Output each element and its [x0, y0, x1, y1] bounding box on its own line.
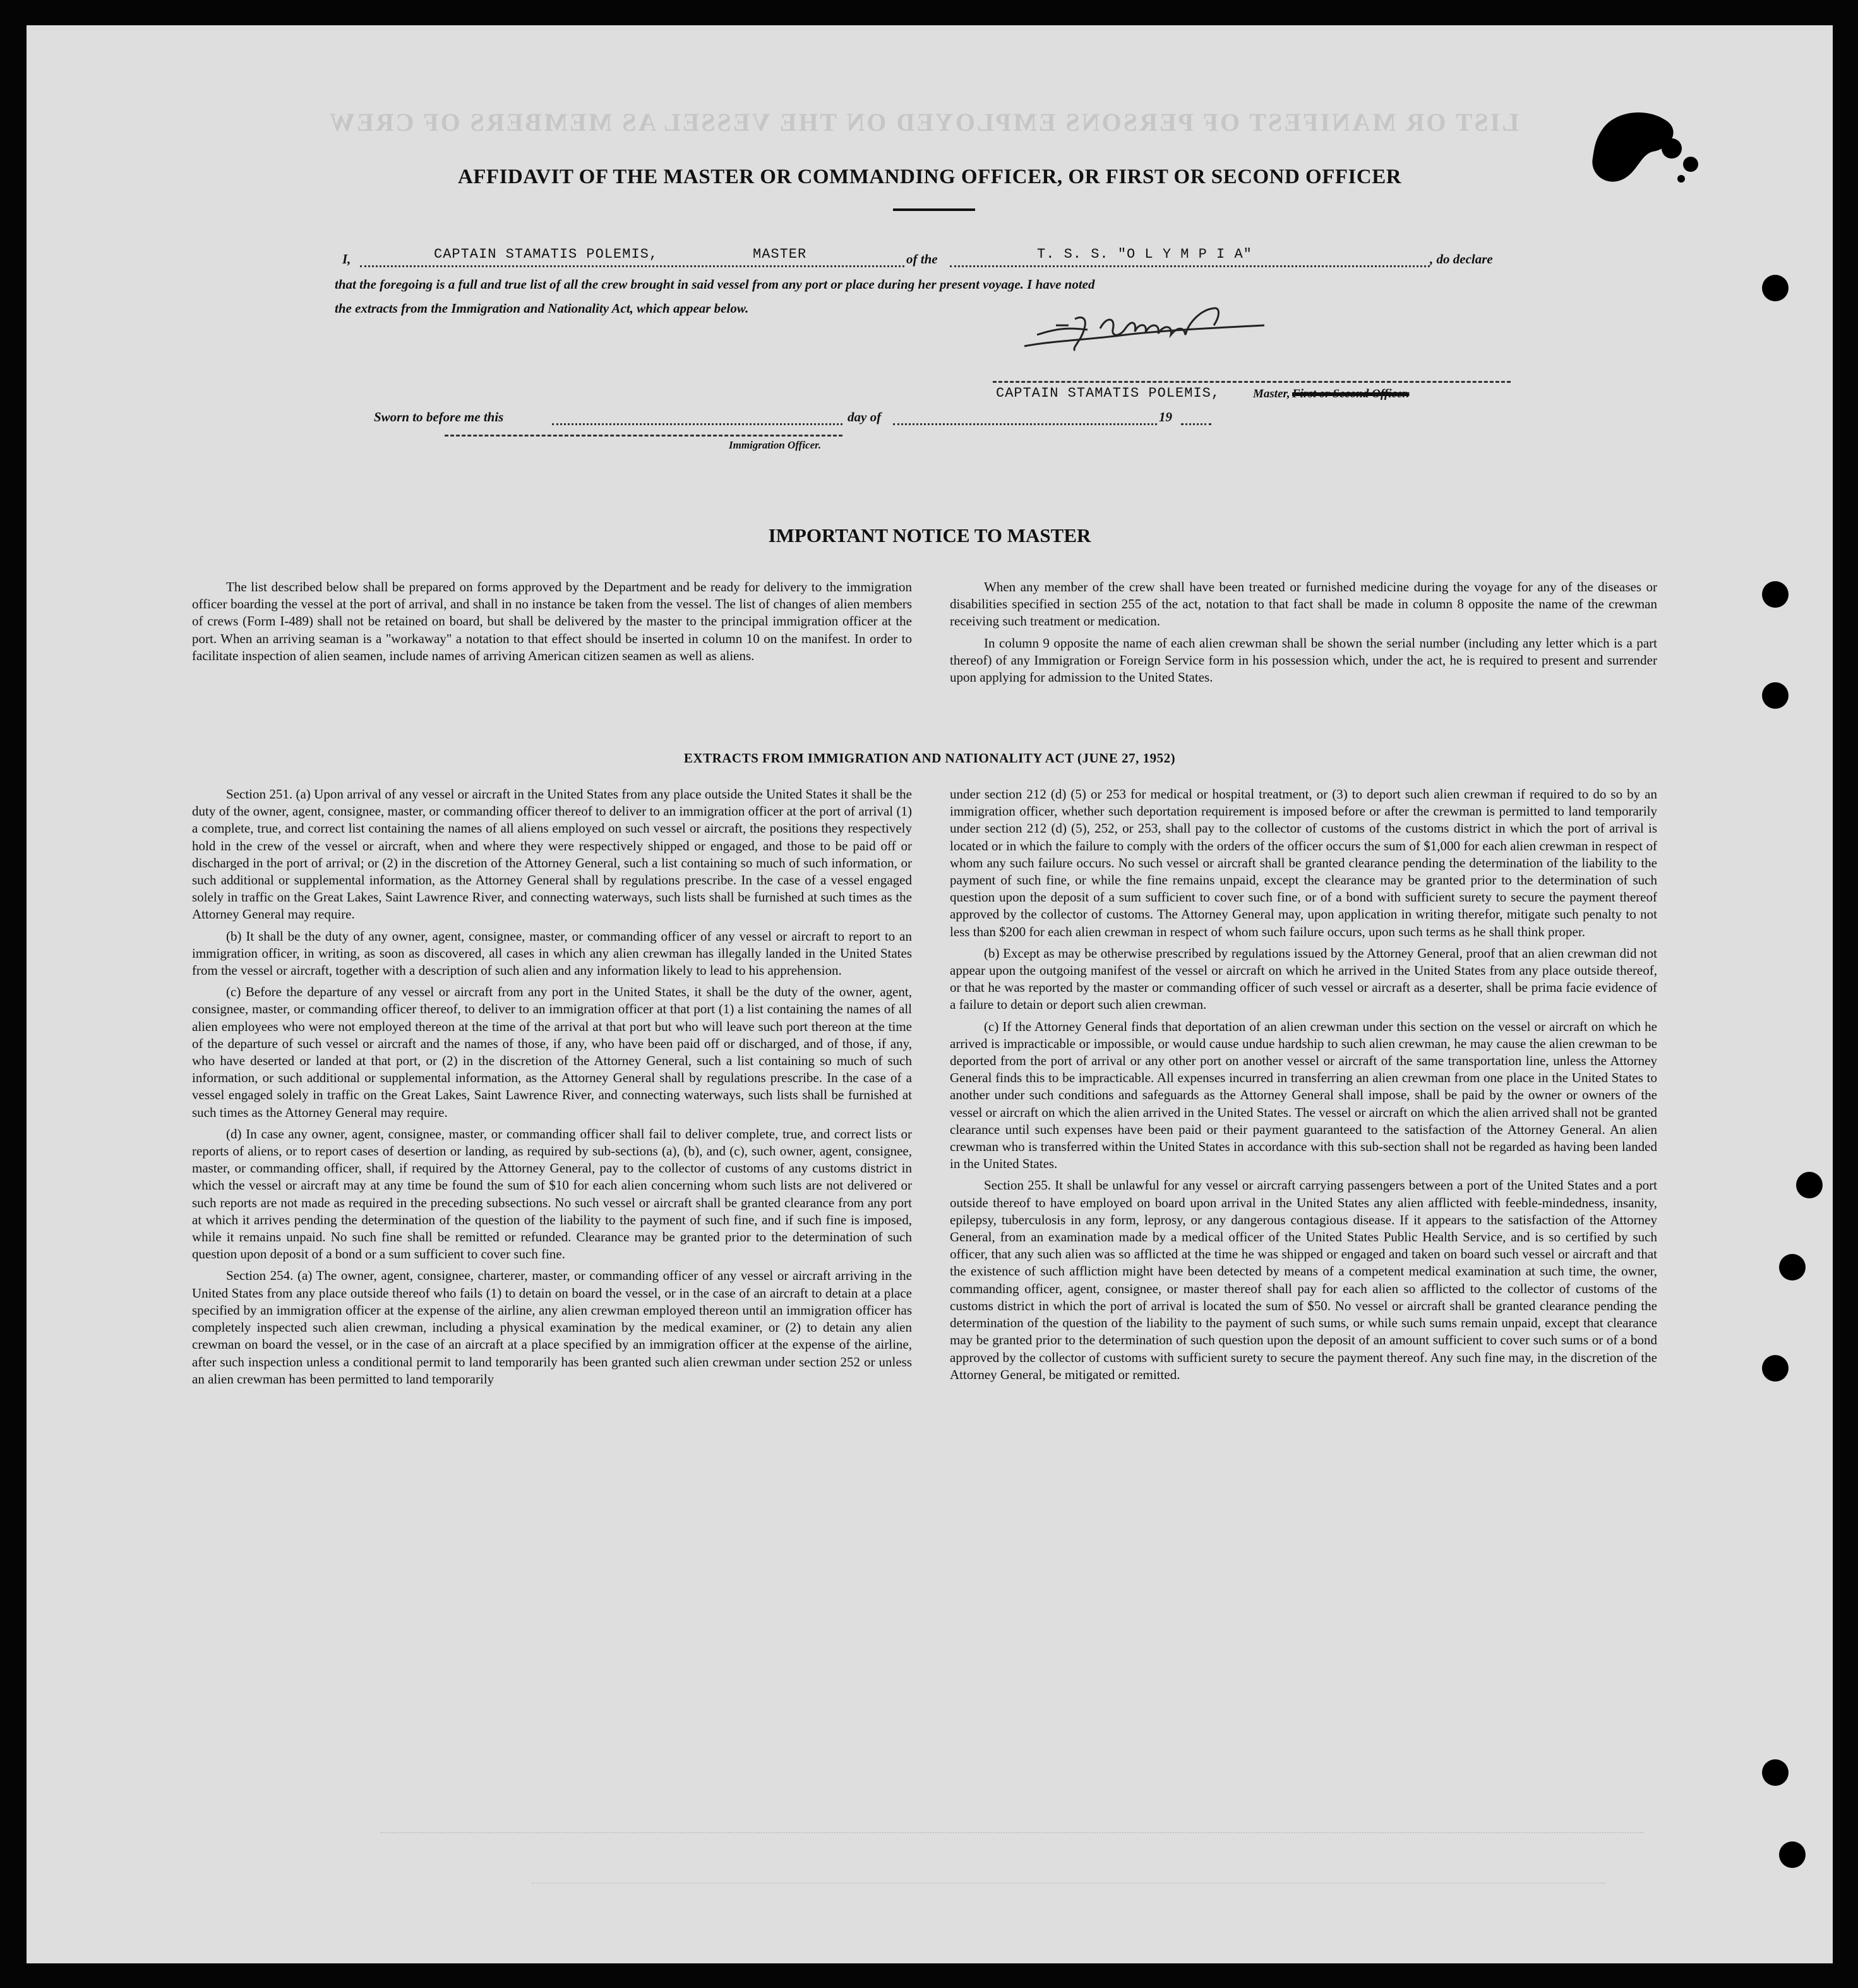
signer-name: CAPTAIN STAMATIS POLEMIS,: [996, 385, 1221, 401]
show-through-text: LIST OR MANIFEST OF PERSONS EMPLOYED ON THE VESSEL AS MEMBERS OF CREW: [328, 108, 1519, 136]
sworn-label: Sworn to before me this: [374, 409, 504, 425]
section-255: Section 255. It shall be unlawful for any vessel or aircraft carrying passengers between a port of the United States and a port outside thereof to have employed on board upon arrival in the United States any alien afflicted with feeble-mindedness, insanity, epilepsy, tuberculosis in any form, leprosy, or any dangerous contagious disease. If it appears to the satisfaction of the Attorney General, from an examination made by a medical officer of the United States Public Health Service, and is so certified by such officer, that any such alien was so afflicted at the time he was shipped or engaged and taken on board such vessel or aircraft and that the existence of such affliction might have been detected by means of a competent medical examination at such time, the owner, commanding officer, agent, consignee, or master thereof shall pay for each alien so afflicted to the collector of customs of the customs district in which the port of arrival is located the sum of $50. No vessel or aircraft shall be granted clearance pending the determination of the question of the liability to the payment of such sums, or while such sums remain unpaid, except that clearance may be granted prior to the determination of such question upon the deposit of an amount sufficient to cover such sums or of a bond approved by the collector of customs with sufficient surety to secure the payment thereof. Any such fine may, in the discretion of the Attorney General, be mitigated or remitted.: [950, 1178, 1657, 1382]
section-251d: (d) In case any owner, agent, consignee, master, or commanding officer shall fail to deliver complete, true, and correct lists or reports of aliens, or to report cases of desertion or landing, as required by sub-sections (a), (b), and (c), such owner, agent, consignee, master, or commanding officer, shall, if required by the Attorney General, pay to the collector of customs of any customs district in which the vessel or aircraft may at any time be found the sum of $10 for each alien concerning whom such lists are not delivered or such reports are not made as required in the preceding subsections. No such vessel or aircraft shall be granted clearance from any port at which it arrives pending the determination of the question of the liability to the payment of such fine, and if such fine is imposed, while it remains unpaid. No such fine shall be remitted or refunded. Clearance may be granted prior to the determination of such question upon deposit of a bond or a sum sufficient to cover such fine.: [192, 1126, 912, 1262]
vessel-line: [950, 265, 1430, 267]
name-line: [360, 265, 904, 267]
notice-right-paragraph-1: When any member of the crew shall have been treated or furnished medicine during the voyage for any of the diseases or disabilities specified in section 255 of the act, notation to that fact shall be made in column 8 opposite the name of the crewman receiving such treatment or medication.: [950, 579, 1657, 629]
officer-line: [445, 435, 842, 437]
binder-hole: [1762, 581, 1789, 608]
rank-value: MASTER: [753, 246, 807, 262]
section-254a-continued: under section 212 (d) (5) or 253 for medical or hospital treatment, or (3) to deport such alien crewman if required to do so by an immigration officer, whether such deportation requirement is imposed before or after the crewman is permitted to land temporarily under section 212 (d) (5), 252, or 253, shall pay to the collector of customs of the customs district in which the port of arrival is located or in which the failure to comply with the orders of the officer occurs the sum of $1,000 for each alien crewman in respect of whom any such failure occurs. No such vessel or aircraft shall be granted clearance pending the determination of the liability to the payment of such fine, or while the fine remains unpaid, except the clearance may be granted prior to the determination of such question upon the deposit of a sum sufficient to cover such fine, or of a bond with sufficient surety to secure the payment thereof approved by the collector of customs. The Attorney General may, upon application in writing therefor, mitigate such penalty to not less than $200 for each alien crewman in respect of whom such failure occurs, upon such terms as he shall think proper.: [950, 786, 1657, 939]
month-line: [893, 423, 1157, 425]
signer-role: Master,: [1253, 387, 1290, 401]
binder-hole: [1762, 682, 1789, 709]
show-through-line: [532, 1883, 1605, 1886]
section-251b: (b) It shall be the duty of any owner, agent, consignee, master, or commanding officer of any vessel or aircraft to report to an immigration officer, in writing, as soon as discovered, all cases in which any alien crewman has illegally landed in the United States from the vessel or aircraft, together with a description of such alien and any information likely to lead to his apprehension.: [192, 928, 912, 979]
vessel-name: T. S. S. "O L Y M P I A": [1037, 246, 1252, 262]
statement-line-2: the extracts from the Immigration and Nationality Act, which appear below.: [335, 301, 749, 316]
year-label: 19: [1159, 409, 1172, 425]
extracts-left-column: [192, 786, 912, 1392]
day-of-label: day of: [848, 409, 882, 425]
binder-hole: [1762, 1355, 1789, 1382]
notice-title: IMPORTANT NOTICE TO MASTER: [768, 524, 1091, 546]
statement-line-1: that the foregoing is a full and true list of all the crew brought in said vessel from any port or place during her present voyage. I have noted: [335, 277, 1095, 292]
section-254b: (b) Except as may be otherwise prescribed by regulations issued by the Attorney General, proof that an alien crewman did not appear upon the outgoing manifest of the vessel or aircraft on which he arrived in the United States from any place outside thereof, or that he was reported by the master or commanding officer of such vessel or aircraft as a deserter, shall be prima facie evidence of a failure to detain or deport such alien crewman.: [950, 945, 1657, 1013]
ink-blot: [1577, 104, 1703, 205]
of-the-label: of the: [906, 251, 938, 267]
extracts-title: EXTRACTS FROM IMMIGRATION AND NATIONALITY ACT (JUNE 27, 1952): [683, 750, 1176, 766]
section-254c: (c) If the Attorney General finds that deportation of an alien crewman under this section on the vessel or aircraft on which he arrived is impracticable or impossible, or would cause undue hardship to such alien crewman, he may cause the alien crewman to be deported from the port of arrival or any other port on another vessel or aircraft of the same transportation line, unless the Attorney General finds this to be impracticable. All expenses incurred in transferring an alien crewman from one place in the United States to another under such conditions and safeguards as the Attorney General shall impose, shall be paid by the owner or owners of the vessel or aircraft on which the alien arrived in the United States. The vessel or aircraft on which the alien arrived shall not be granted clearance until such expenses have been paid or their payment guaranteed to the satisfaction of the Attorney General. An alien crewman who is transferred within the United States in accordance with this sub-section shall not be regarded as having been landed in the United States.: [950, 1018, 1657, 1172]
binder-hole: [1796, 1172, 1823, 1198]
notice-right-column: [950, 579, 1657, 690]
notice-right-paragraph-2: In column 9 opposite the name of each alien crewman shall be shown the serial number (including any letter which is a part thereof) of any Immigration or Foreign Service form in his possession which, under the act, he is required to present and surrender upon applying for admission to the United States.: [950, 635, 1657, 685]
binder-hole: [1779, 1254, 1806, 1280]
sworn-date-line: [552, 423, 842, 425]
binder-hole: [1779, 1841, 1806, 1868]
master-signature: [1012, 291, 1277, 366]
signer-role-struck: First or Second Officer.: [1292, 387, 1410, 401]
declare-label: , do declare: [1430, 251, 1493, 267]
section-251a: Section 251. (a) Upon arrival of any vessel or aircraft in the United States from any place outside the United States it shall be the duty of the owner, agent, consignee, master, or commanding officer thereof to deliver to an immigration officer at the port of arrival (1) a complete, true, and correct list containing the names of all aliens employed on such vessel or aircraft, the positions they respectively hold in the crew of the vessel or aircraft, when and where they were respectively shipped or engaged, and those to be paid off or discharged in the port of arrival; or (2) in the discretion of the Attorney General, such a list containing so much of such information, or such additional or supplemental information, as the Attorney General shall by regulations prescribe. In the case of a vessel engaged solely in traffic on the Great Lakes, Saint Lawrence River, and connecting waterways, such lists shall be furnished at such times as the Attorney General may require.: [192, 786, 912, 922]
i-label: I,: [342, 251, 351, 267]
signature-line: [993, 381, 1511, 383]
binder-hole: [1762, 1759, 1789, 1786]
show-through-line: [380, 1832, 1643, 1836]
extracts-right-column: [950, 786, 1657, 1388]
captain-name: CAPTAIN STAMATIS POLEMIS,: [434, 246, 659, 262]
title-rule: [893, 208, 975, 211]
notice-left-paragraph: The list described below shall be prepared on forms approved by the Department and be ready for delivery to the immigration officer boarding the vessel at the port of arrival, and shall in no instance be taken from the vessel. The list of changes of alien members of crews (Form I-489) shall not be retained on board, but shall be delivered by the master to the principal immigration officer at the port. When an arriving seaman is a "workaway" a notation to that effect should be inserted in column 10 on the manifest. In order to facilitate inspection of alien seamen, include names of arriving American citizen seamen as well as aliens.: [192, 579, 912, 663]
binder-hole: [1762, 275, 1789, 301]
section-254a: Section 254. (a) The owner, agent, consignee, charterer, master, or commanding officer of any vessel or aircraft arriving in the United States from any place outside thereof who fails (1) to detain on board the vessel, or in the case of an aircraft to detain at a place specified by an immigration officer at the expense of the airline, any alien crewman employed thereon until an immigration officer has completely inspected such alien crewman, including a physical examination by the medical examiner, or (2) to detain any alien crewman on board the vessel, or in the case of an aircraft at a place specified by an immigration officer at the expense of the airline, after such inspection unless a conditional permit to land temporarily has been granted such alien crewman under section 252 or unless an alien crewman has been permitted to land temporarily: [192, 1268, 912, 1387]
notice-left-column: [192, 579, 912, 669]
affidavit-title: AFFIDAVIT OF THE MASTER OR COMMANDING OFFICER, OR FIRST OR SECOND OFFICER: [457, 166, 1402, 188]
officer-label: Immigration Officer.: [729, 439, 822, 451]
section-251c: (c) Before the departure of any vessel or aircraft from any port in the United States, it shall be the duty of the owner, agent, consignee, master, or commanding officer thereof, to deliver to an immigration officer at that port (1) a list containing the names of all alien employees who were not employed thereon at the time of the arrival at that port but who will leave such port thereon at the time of the departure of such vessel or aircraft and the names of those, if any, who have been paid off or discharged, and of those, if any, who have deserted or landed at that port, or (2) in the discretion of the Attorney General, such a list containing so much of such information, or such additional or supplemental information, as the Attorney General shall by regulations prescribe. In the case of a vessel engaged solely in traffic on the Great Lakes, Saint Lawrence River, and connecting waterways, such lists shall be furnished at such times as the Attorney General may require.: [192, 984, 912, 1120]
document-page: [27, 25, 1833, 1963]
year-line: [1181, 423, 1211, 425]
